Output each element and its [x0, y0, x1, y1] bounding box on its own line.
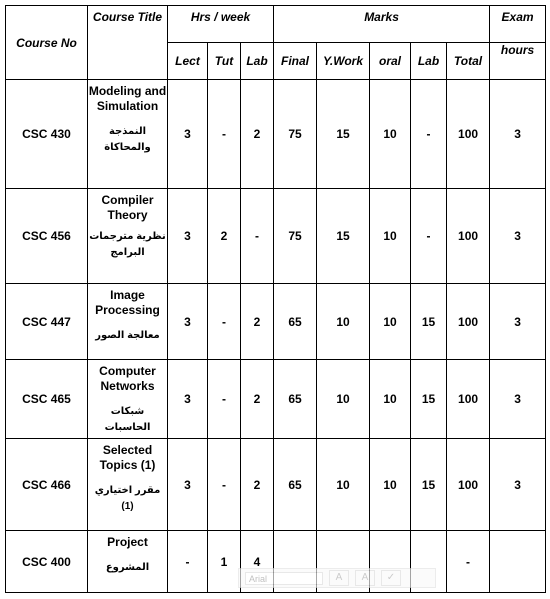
lab-cell: 4 — [241, 531, 274, 593]
marks-lab-cell: 15 — [411, 439, 447, 531]
oral-cell: 10 — [370, 360, 411, 439]
ywork-cell: 15 — [317, 189, 370, 284]
table-row — [6, 189, 546, 284]
lect-cell: 3 — [168, 360, 208, 439]
header-hrs-week: Hrs / week — [168, 6, 274, 43]
exam-hours-cell: 3 — [490, 439, 546, 531]
lect-cell: 3 — [168, 284, 208, 360]
course-title-cell — [88, 80, 168, 189]
course-no-cell: CSC 400 — [6, 531, 88, 593]
header-tut: Tut — [208, 43, 241, 80]
header-oral: oral — [370, 43, 411, 80]
header-lab: Lab — [241, 43, 274, 80]
total-cell: 100 — [447, 80, 490, 189]
lab-cell: 2 — [241, 80, 274, 189]
course-title-en: Image Processing — [95, 288, 160, 317]
header-marks-lab: Lab — [411, 43, 447, 80]
marks-lab-cell: 15 — [411, 360, 447, 439]
course-title-cell — [88, 531, 168, 593]
total-cell: 100 — [447, 284, 490, 360]
ywork-cell: 10 — [317, 439, 370, 531]
course-title-en: Selected Topics (1) — [99, 443, 156, 472]
ywork-cell: 10 — [317, 360, 370, 439]
exam-hours-cell: 3 — [490, 80, 546, 189]
course-title-ar: المشروع — [105, 562, 150, 573]
course-no-cell: CSC 447 — [6, 284, 88, 360]
header-hours: hours — [490, 43, 546, 80]
course-no-cell: CSC 430 — [6, 80, 88, 189]
final-cell: 75 — [274, 80, 317, 189]
course-title-ar: معالجة الصور — [95, 330, 160, 341]
header-ywork: Y.Work — [317, 43, 370, 80]
tut-cell: 2 — [208, 189, 241, 284]
header-lect: Lect — [168, 43, 208, 80]
course-title-en: Project — [107, 535, 148, 549]
course-title-cell — [88, 284, 168, 360]
course-title-en: Compiler Theory — [101, 193, 154, 222]
oral-cell: 10 — [370, 284, 411, 360]
oral-cell: 10 — [370, 189, 411, 284]
marks-lab-cell: - — [411, 189, 447, 284]
course-title-cell — [88, 189, 168, 284]
tut-cell: - — [208, 439, 241, 531]
exam-hours-cell — [490, 531, 546, 593]
total-cell: - — [447, 531, 490, 593]
course-title-ar: شبكات الحاسبات — [104, 406, 151, 433]
lect-cell: 3 — [168, 80, 208, 189]
tut-cell: - — [208, 360, 241, 439]
lab-cell: 2 — [241, 439, 274, 531]
course-title-ar: النمذجة والمحاكاة — [104, 126, 151, 153]
total-cell: 100 — [447, 189, 490, 284]
tut-cell: 1 — [208, 531, 241, 593]
header-course-title — [88, 6, 168, 80]
tut-cell: - — [208, 284, 241, 360]
exam-hours-cell: 3 — [490, 360, 546, 439]
course-no-cell: CSC 456 — [6, 189, 88, 284]
course-title-en: Modeling and Simulation — [88, 84, 167, 113]
header-course-no: Course No — [6, 6, 88, 80]
final-cell: 75 — [274, 189, 317, 284]
total-cell: 100 — [447, 439, 490, 531]
oral-cell: 10 — [370, 80, 411, 189]
course-no-cell: CSC 465 — [6, 360, 88, 439]
lect-cell: 3 — [168, 189, 208, 284]
course-title-cell — [88, 439, 168, 531]
grow-font-icon[interactable]: A — [329, 570, 349, 586]
course-title-ar: نظرية مترجمات البرامج — [89, 231, 166, 258]
font-name-field[interactable]: Arial — [245, 572, 323, 585]
final-cell: 65 — [274, 360, 317, 439]
header-final: Final — [274, 43, 317, 80]
marks-lab-cell: - — [411, 80, 447, 189]
header-row-1 — [6, 6, 546, 43]
header-marks: Marks — [274, 6, 490, 43]
table-row — [6, 284, 546, 360]
format-painter-icon[interactable]: ✓ — [381, 570, 401, 586]
header-total: Total — [447, 43, 490, 80]
table-row — [6, 439, 546, 531]
final-cell: 65 — [274, 284, 317, 360]
exam-hours-cell: 3 — [490, 189, 546, 284]
oral-cell: 10 — [370, 439, 411, 531]
marks-lab-cell: 15 — [411, 284, 447, 360]
header-exam: Exam — [490, 6, 546, 43]
course-title-en: Computer Networks — [99, 364, 156, 393]
final-cell: 65 — [274, 439, 317, 531]
ywork-cell: 10 — [317, 284, 370, 360]
mini-format-toolbar[interactable] — [238, 568, 436, 588]
course-title-cell — [88, 360, 168, 439]
shrink-font-icon[interactable]: A — [355, 570, 375, 586]
total-cell: 100 — [447, 360, 490, 439]
lab-cell: 2 — [241, 284, 274, 360]
course-no-cell: CSC 466 — [6, 439, 88, 531]
lab-cell: 2 — [241, 360, 274, 439]
ywork-cell: 15 — [317, 80, 370, 189]
table-row — [6, 360, 546, 439]
lab-cell: - — [241, 189, 274, 284]
header-course-title-text: Course Title — [92, 10, 163, 24]
table-row — [6, 80, 546, 189]
course-table — [5, 5, 546, 593]
lect-cell: 3 — [168, 439, 208, 531]
lect-cell: - — [168, 531, 208, 593]
tut-cell: - — [208, 80, 241, 189]
exam-hours-cell: 3 — [490, 284, 546, 360]
course-title-ar: مقرر اختياري (1) — [94, 485, 161, 512]
